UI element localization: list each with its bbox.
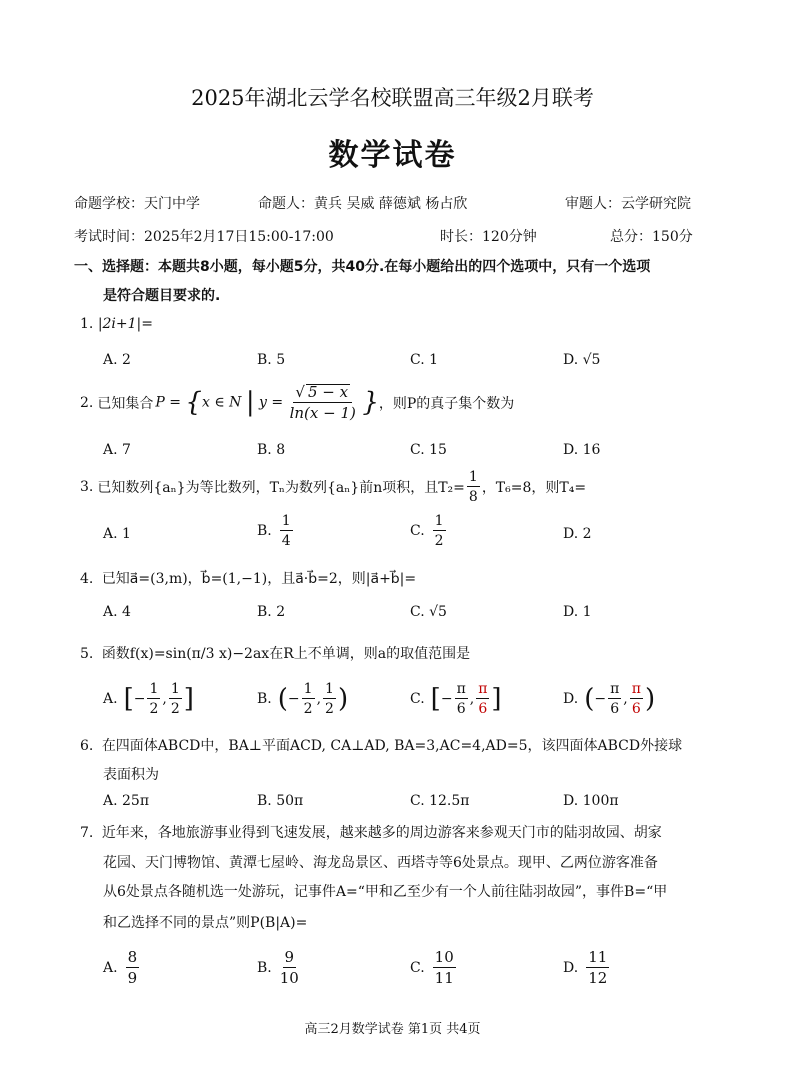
q6-option-a: A. 25π: [103, 793, 150, 809]
question-number: 4.: [80, 571, 94, 587]
question-1-expr: |2i+1|=: [97, 316, 153, 332]
question-7-line1: 近年来，各地旅游事业得到飞速发展，越来越多的周边游客来参观天门市的陆羽故园、胡家: [101, 825, 662, 841]
question-7-line3: 从6处景点各随机选一处游玩，记事件A=“甲和乙至少有一个人前往陆羽故园”，事件B=“甲: [103, 884, 668, 900]
q5-option-b: B. ( − $\frac{1}{2}$ , $\frac{1}{2}$ ): [257, 681, 349, 717]
q2-option-c: C. 15: [410, 442, 447, 458]
exam-subject: 数学试卷: [328, 138, 457, 173]
question-5-text: 函数f(x)=sin(π/3 x)−2ax在R上不单调，则a的取值范围是: [101, 646, 471, 662]
q4-option-c: C. √5: [410, 604, 447, 620]
question-7: [80, 822, 662, 842]
question-number: 2.: [80, 394, 94, 411]
question-4: [80, 568, 416, 588]
q1-option-c: C. 1: [410, 352, 439, 368]
q6-option-d: D. 100π: [563, 793, 619, 809]
q7-option-c: C. $\frac{10}{11}$: [410, 948, 454, 987]
q4-option-a: A. 4: [103, 604, 131, 620]
question-4-text: 已知a⃗=(3,m)，b⃗=(1,−1)，且a⃗·b⃗=2，则|a⃗+b⃗|=: [101, 571, 417, 587]
question-3-text: 已知数列{aₙ}为等比数列，Tₙ为数列{aₙ}前n项积，且T₂=: [97, 480, 465, 496]
question-5: [80, 643, 470, 663]
q7-option-d: D. $\frac{11}{12}$: [563, 948, 608, 987]
meta-duration: 时长：120分钟: [440, 229, 537, 245]
section-1-heading-cont: 是符合题目要求的.: [103, 288, 221, 304]
q2-option-d: D. 16: [563, 442, 601, 458]
question-3: [80, 470, 586, 504]
q7-option-b: B. $\frac{9}{10}$: [257, 948, 299, 987]
question-1: [80, 316, 153, 332]
exam-title: 2025年湖北云学名校联盟高三年级2月联考: [191, 86, 594, 110]
meta-school: 命题学校：天门中学: [74, 196, 200, 212]
fraction-1-2: $\frac{1}{2}$: [434, 513, 444, 549]
question-2-post: ，则P的真子集个数为: [378, 395, 515, 412]
q5-option-a: A. [ − $\frac{1}{2}$ , $\frac{1}{2}$ ]: [103, 681, 194, 717]
question-3-text2: ，T₆=8，则T₄=: [481, 480, 587, 496]
meta-reviewer: 审题人：云学研究院: [565, 196, 691, 212]
fraction-1-4: $\frac{1}{4}$: [281, 513, 291, 549]
q2-option-b: B. 8: [257, 442, 286, 458]
q6-option-b: B. 50π: [257, 793, 304, 809]
fraction-1-8: $\frac{1}{8}$: [468, 469, 478, 505]
question-number: 7.: [80, 825, 94, 841]
question-2-pre: 已知集合: [97, 395, 154, 412]
meta-time: 考试时间：2025年2月17日15:00-17:00: [74, 229, 334, 245]
q5-option-d: D. ( − $\frac{\pi}{6}$ , $\frac{\pi}{6}$ ): [563, 681, 656, 717]
question-6-line1: 在四面体ABCD中，BA⊥平面ACD, CA⊥AD, BA=3,AC=4,AD=5，该四面体ABCD外接球: [101, 738, 683, 754]
set-p-expr: P = {x ∈ N | y = $\frac{√ 5 - x}{\ln(x - 1)}$ }: [155, 383, 379, 422]
question-number: 3.: [80, 479, 94, 495]
q3-option-a: A. 1: [103, 526, 131, 542]
question-7-line2: 花园、天门博物馆、黄潭七屋岭、海龙岛景区、西塔寺等6处景点。现甲、乙两位游客准备: [103, 855, 658, 871]
q4-option-b: B. 2: [257, 604, 286, 620]
question-number: 5.: [80, 646, 94, 662]
q3-option-b: B. $\frac{1}{4}$: [257, 513, 291, 549]
q2-option-a: A. 7: [103, 442, 131, 458]
question-6-line2: 表面积为: [103, 767, 159, 783]
question-7-line4: 和乙选择不同的景点”则P(B|A)=: [103, 915, 308, 931]
question-number: 1.: [80, 316, 94, 332]
question-number: 6.: [80, 738, 94, 754]
q4-option-d: D. 1: [563, 604, 592, 620]
q1-option-d: D. √5: [563, 352, 601, 368]
meta-score: 总分：150分: [610, 229, 693, 245]
q3-option-d: D. 2: [563, 526, 592, 542]
question-6: [80, 735, 682, 755]
q1-option-a: A. 2: [103, 352, 131, 368]
meta-authors: 命题人：黄兵 吴威 薛德斌 杨占欣: [258, 196, 468, 212]
q3-option-c: C. $\frac{1}{2}$: [410, 513, 444, 549]
fraction: $\frac{√ 5 - x}{\ln(x - 1)}$: [289, 383, 356, 422]
section-1-heading: 一、选择题：本题共8小题，每小题5分，共40分.在每小题给出的四个选项中，只有一个选项: [74, 259, 651, 275]
q1-option-b: B. 5: [257, 352, 286, 368]
page-footer: 高三2月数学试卷 第1页 共4页: [304, 1022, 481, 1037]
q7-option-a: A. $\frac{8}{9}$: [103, 948, 138, 987]
q5-option-c: C. [ − $\frac{\pi}{6}$ , $\frac{\pi}{6}$ ]: [410, 681, 502, 717]
question-2: [80, 384, 514, 421]
q6-option-c: C. 12.5π: [410, 793, 470, 809]
